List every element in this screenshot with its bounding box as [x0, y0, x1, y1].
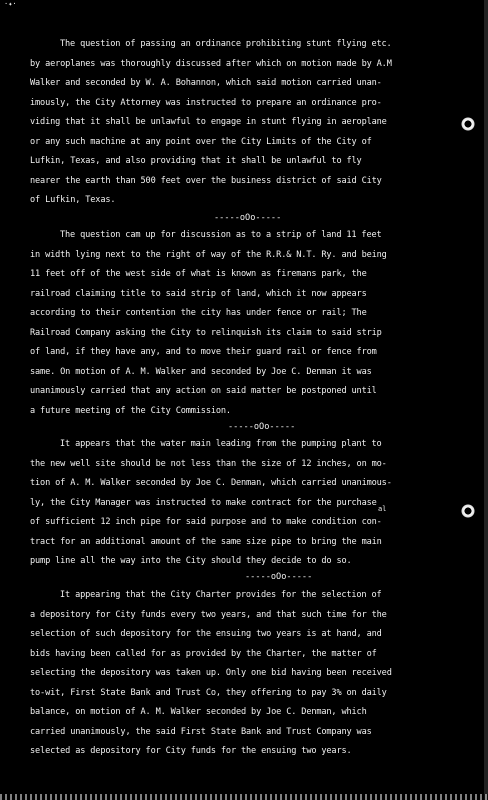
text-line: It appears that the water main leading from the pumping plant to [60, 439, 382, 449]
text-line: by aeroplanes was thoroughly discussed after which on motion made by A.M [30, 58, 392, 69]
text-line: Lufkin, Texas, and also providing that it shall be unlawful to fly [30, 156, 362, 166]
text-line: 11 feet off of the west side of what is known as firemans park, the [30, 269, 367, 279]
text-line: tract for an additional amount of the same size pipe to bring the main [30, 536, 382, 547]
text-line: a depository for City funds every two years, and that such time for the [30, 609, 387, 620]
text-line: to-wit, First State Bank and Trust Co, they offering to pay 3% on daily [30, 687, 387, 698]
text-line: a future meeting of the City Commission. [30, 405, 231, 416]
text-line: railroad claiming title to said strip of land, which it now appears [30, 288, 367, 299]
text-line: The question of passing an ordinance prohibiting stunt flying etc. [60, 39, 392, 49]
text-line: the new well site should be not less than the size of 12 inches, on mo- [30, 458, 387, 469]
text-line: tion of A. M. Walker seconded by Joe C. Denman, which carried unanimous- [30, 478, 392, 488]
corner-mark: ·✦· [4, 0, 17, 8]
text-line: Walker and seconded by W. A. Bohannon, which said motion carried unan- [30, 78, 382, 88]
text-line: The question cam up for discussion as to a strip of land 11 feet [60, 230, 382, 240]
text-line: unanimously carried that any action on said matter be postponed until [30, 386, 377, 396]
punch-hole-bottom [460, 503, 476, 519]
separator-2: -----oOo----- [228, 422, 296, 432]
interlinear-insertion: al [378, 505, 387, 513]
text-line: nearer the earth than 500 feet over the business district of said City [30, 175, 382, 186]
text-line: of sufficient 12 inch pipe for said purpose and to make condition con- [30, 517, 382, 527]
text-line: selecting the depository was taken up. Only one bid having been received [30, 668, 392, 678]
bottom-fringe [0, 794, 488, 800]
text-line: It appearing that the City Charter provides for the selection of [60, 590, 382, 600]
text-line: selection of such depository for the ensuing two years is at hand, and [30, 629, 382, 639]
text-line: carried unanimously, the said First State Bank and Trust Company was [30, 726, 372, 737]
separator-1: -----oOo----- [214, 213, 282, 223]
text-line: same. On motion of A. M. Walker and seconded by Joe C. Denman it was [30, 366, 372, 377]
text-line: viding that it shall be unlawful to engage in stunt flying in aeroplane [30, 117, 387, 127]
separator-3: -----oOo----- [245, 572, 313, 582]
text-line: ly, the City Manager was instructed to make contract for the purchase [30, 497, 377, 508]
text-line: in width lying next to the right of way of the R.R.& N.T. Ry. and being [30, 249, 387, 260]
punch-hole-top [460, 116, 476, 132]
text-line: Railroad Company asking the City to relinquish its claim to said strip [30, 327, 382, 338]
text-line: pump line all the way into the City should they decide to do so. [30, 556, 352, 566]
text-line: of Lufkin, Texas. [30, 195, 116, 205]
text-line: imously, the City Attorney was instructed to prepare an ordinance pro- [30, 97, 382, 108]
text-line: selected as depository for City funds for the ensuing two years. [30, 746, 352, 756]
page-edge [484, 0, 488, 800]
text-line: of land, if they have any, and to move their guard rail or fence from [30, 347, 377, 357]
text-line: bids having been called for as provided by the Charter, the matter of [30, 648, 377, 659]
text-line: balance, on motion of A. M. Walker seconded by Joe C. Denman, which [30, 707, 367, 717]
text-line: or any such machine at any point over the City Limits of the City of [30, 136, 372, 147]
text-line: according to their contention the city has under fence or rail; The [30, 308, 367, 318]
